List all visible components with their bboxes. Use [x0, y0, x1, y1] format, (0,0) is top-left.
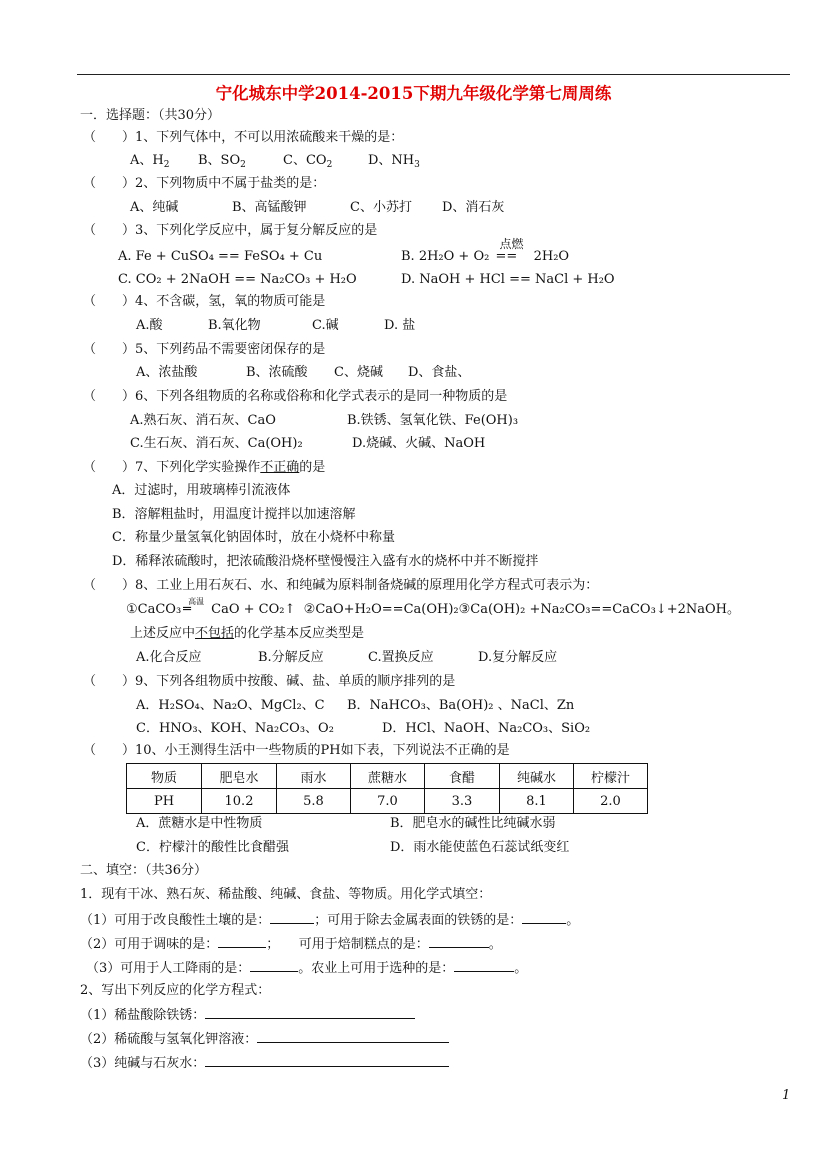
ph-table-header-row [127, 764, 648, 789]
question-10-options-cd: C．柠檬汁的酸性比食醋强 D．雨水能使蓝色石蕊试纸变红 [136, 840, 570, 855]
ph-table-cell: 8.1 [500, 789, 574, 814]
answer-blank[interactable] [429, 935, 489, 948]
ph-table-cell: 3.3 [425, 789, 500, 814]
fill-2-line-1: （1）稀盐酸除铁锈： [80, 1006, 415, 1024]
question-1-options: A、$H_2$ B、$SO_2$ C、$CO_2$ D、$NH_3$ [130, 153, 420, 170]
question-5-options: A、浓盐酸 B、浓硫酸 C、烧碱 D、食盐、 [136, 365, 471, 380]
ph-table-value-row [127, 789, 648, 814]
answer-blank[interactable] [218, 935, 266, 948]
question-7-option-b: B．溶解粗盐时，用温度计搅拌以加速溶解 [112, 507, 356, 522]
section-2-heading: 二、填空：（共36分） [80, 863, 208, 878]
question-4-options: A.酸 B.氧化物 C.碱 D. 盐 [136, 318, 416, 333]
ph-table-cell: 5.8 [277, 789, 351, 814]
question-5: （ ）5、下列药品不需要密闭保存的是 [83, 342, 326, 357]
fill-1: 1．现有干冰、熟石灰、稀盐酸、纯碱、食盐、等物质。用化学式填空： [80, 887, 492, 902]
question-4: （ ）4、不含碳，氢，氧的物质可能是 [83, 294, 326, 309]
ph-table-cell: 纯碱水 [500, 764, 574, 789]
answer-blank[interactable] [270, 911, 314, 924]
ph-table-cell: 2.0 [574, 789, 648, 814]
fill-1-line-2: （2）可用于调味的是： ； 可用于焙制糕点的是： 。 [80, 937, 502, 952]
question-8-subquestion: 上述反应中不包括的化学基本反应类型是 [130, 626, 365, 641]
fill-1-line-3: （3）可用于人工降雨的是： 。农业上可用于选种的是： 。 [86, 961, 528, 976]
question-7-option-d: D．稀释浓硫酸时，把浓硫酸沿烧杯壁慢慢注入盛有水的烧杯中并不断搅拌 [112, 554, 539, 569]
ph-table-cell: PH [127, 789, 202, 814]
question-10: （ ）10、小王测得生活中一些物质的PH如下表，下列说法不正确的是 [83, 743, 510, 758]
question-3: （ ）3、下列化学反应中，属于复分解反应的是 [83, 223, 378, 238]
answer-blank[interactable] [522, 911, 566, 924]
question-6-options-ab: A.熟石灰、消石灰、CaO B.铁锈、氢氧化铁、Fe(OH)₃ [130, 413, 519, 428]
ph-table-cell: 10.2 [202, 789, 277, 814]
ph-table-cell: 雨水 [277, 764, 351, 789]
answer-blank[interactable] [205, 1006, 415, 1019]
ph-table-cell: 柠檬汁 [574, 764, 648, 789]
fill-2-line-3: （3）纯碱与石灰水： [80, 1054, 449, 1072]
ph-table-cell: 食醋 [425, 764, 500, 789]
answer-blank[interactable] [454, 959, 514, 972]
question-6-options-cd: C.生石灰、消石灰、Ca(OH)₂ D.烧碱、火碱、NaOH [130, 436, 486, 451]
question-7-option-c: C．称量少量氢氧化钠固体时，放在小烧杯中称量 [112, 530, 395, 545]
question-10-options-ab: A．蔗糖水是中性物质 B．肥皂水的碱性比纯碱水弱 [136, 816, 556, 831]
section-1-heading: 一．选择题：（共30分） [80, 108, 221, 123]
fill-1-line-1: （1）可用于改良酸性土壤的是： ；可用于除去金属表面的铁锈的是： 。 [80, 913, 580, 928]
question-8: （ ）8、工业上用石灰石、水、和纯碱为原料制备烧碱的原理用化学方程式可表示为： [83, 578, 599, 593]
question-9: （ ）9、下列各组物质中按酸、碱、盐、单质的顺序排列的是 [83, 674, 456, 689]
page-number: 1 [782, 1088, 791, 1103]
ph-table-cell: 蔗糖水 [351, 764, 425, 789]
answer-blank[interactable] [205, 1054, 449, 1067]
question-1: （ ）1、下列气体中，不可以用浓硫酸来干燥的是： [83, 130, 404, 145]
question-6: （ ）6、下列各组物质的名称或俗称和化学式表示的是同一种物质的是 [83, 389, 508, 404]
answer-blank[interactable] [257, 1030, 449, 1043]
question-7-option-a: A．过滤时，用玻璃棒引流液体 [112, 483, 291, 498]
header-rule [77, 74, 790, 75]
question-9-options-ab: A．H₂SO₄、Na₂O、MgCl₂、C B．NaHCO₃、Ba(OH)₂ 、NaCl、Zn [136, 698, 575, 713]
ph-table-cell: 7.0 [351, 789, 425, 814]
ph-table [126, 763, 648, 814]
question-9-options-cd: C．HNO₃、KOH、Na₂CO₃、O₂ D．HCl、NaOH、Na₂CO₃、SiO₂ [136, 721, 591, 736]
question-7: （ ）7、下列化学实验操作不正确的是 [83, 460, 326, 475]
question-8-equations: ①CaCO₃ 高温 ═ CaO + CO₂↑ ②CaO+H₂O==Ca(OH)₂③Ca(OH)₂ +Na₂CO₃==CaCO₃↓+2NaOH。 [126, 597, 740, 617]
question-3-options-cd: C. CO₂ + 2NaOH == Na₂CO₃ + H₂O D. NaOH + HCl == NaCl + H₂O [118, 272, 615, 287]
ph-table-cell: 物质 [127, 764, 202, 789]
question-2-options: A、纯碱 B、高锰酸钾 C、小苏打 D、消石灰 [130, 200, 505, 215]
question-2: （ ）2、下列物质中不属于盐类的是： [83, 176, 326, 191]
fill-2: 2、写出下列反应的化学方程式： [80, 983, 271, 998]
question-3-options-ab: A. Fe + CuSO₄ == FeSO₄ + Cu B. 2H₂O + O₂ 点燃 == 2H₂O [118, 237, 570, 264]
page-title: 宁化城东中学2014-2015下期九年级化学第七周周练 [215, 84, 612, 103]
question-8-options: A.化合反应 B.分解反应 C.置换反应 D.复分解反应 [136, 650, 558, 665]
fill-2-line-2: （2）稀硫酸与氢氧化钾溶液： [80, 1030, 449, 1048]
answer-blank[interactable] [250, 959, 298, 972]
ph-table-cell: 肥皂水 [202, 764, 277, 789]
